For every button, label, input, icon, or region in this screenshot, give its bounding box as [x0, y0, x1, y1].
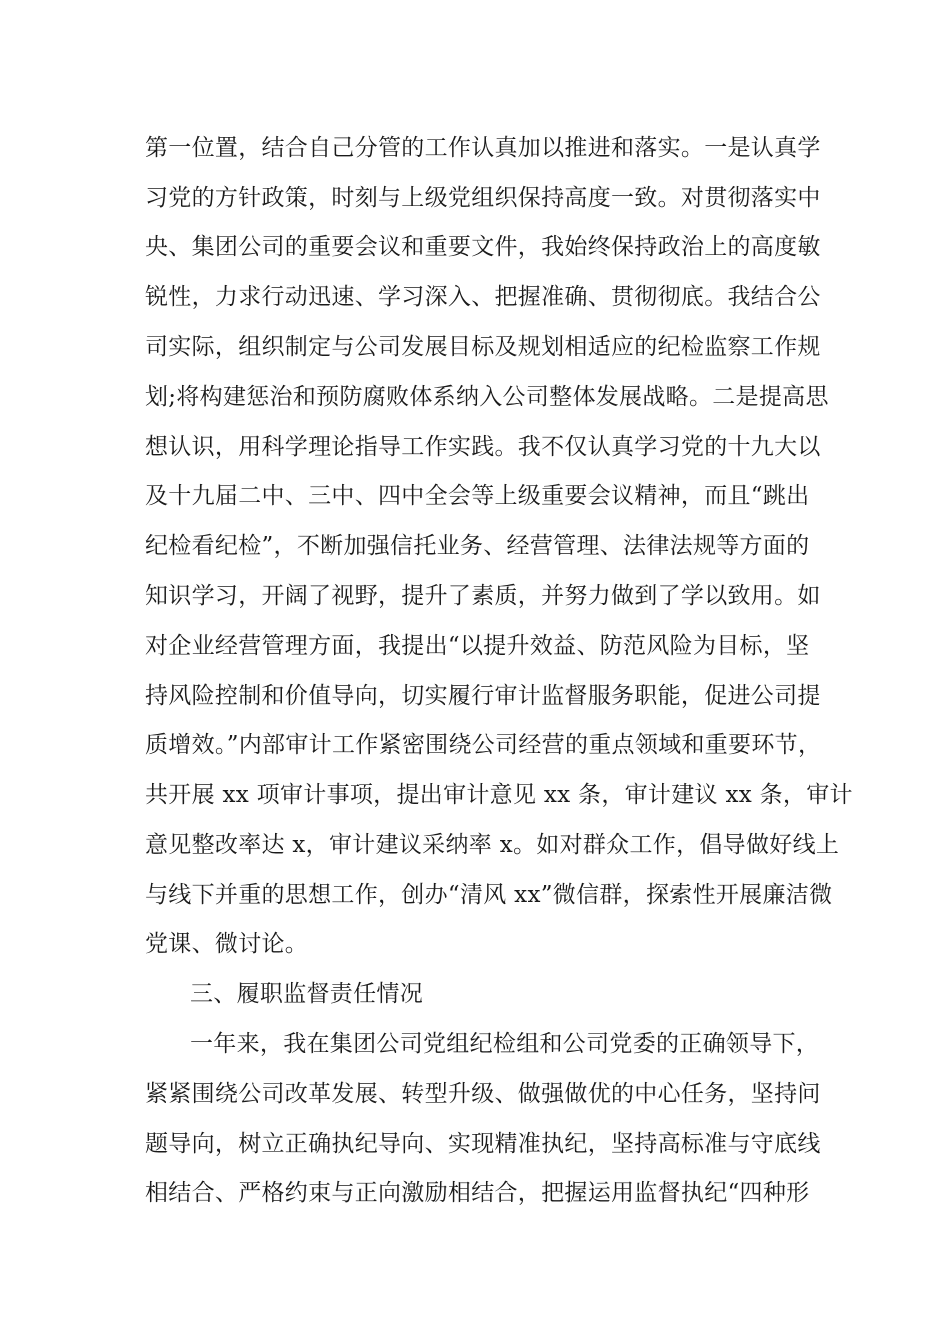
text-line: 第一位置，结合自己分管的工作认真加以推进和落实。一是认真学	[145, 135, 821, 161]
text-line: 相结合、严格约束与正向激励相结合，把握运用监督执纪“四种形	[145, 1180, 810, 1206]
text-line: 与线下并重的思想工作，创办“清风 xx”微信群，探索性开展廉洁微	[145, 882, 833, 908]
text-line: 想认识，用科学理论指导工作实践。我不仅认真学习党的十九大以	[145, 434, 821, 460]
text-line: 共开展 xx 项审计事项，提出审计意见 xx 条，审计建议 xx 条，审计	[145, 782, 853, 808]
text-line: 习党的方针政策，时刻与上级党组织保持高度一致。对贯彻落实中	[145, 185, 821, 211]
text-line: 持风险控制和价值导向，切实履行审计监督服务职能，促进公司提	[145, 683, 821, 709]
text-line: 党课、微讨论。	[145, 931, 309, 957]
text-line: 央、集团公司的重要会议和重要文件，我始终保持政治上的高度敏	[145, 234, 821, 260]
text-line: 及十九届二中、三中、四中全会等上级重要会议精神，而且“跳出	[145, 483, 810, 509]
text-line: 题导向，树立正确执纪导向、实现精准执纪，坚持高标准与守底线	[145, 1131, 821, 1157]
section-heading: 三、履职监督责任情况	[190, 981, 423, 1007]
text-line: 质增效。”内部审计工作紧密围绕公司经营的重点领域和重要环节，	[145, 732, 822, 758]
text-line: 知识学习，开阔了视野，提升了素质，并努力做到了学以致用。如	[145, 583, 821, 609]
text-line: 司实际，组织制定与公司发展目标及规划相适应的纪检监察工作规	[145, 334, 821, 360]
text-line: 锐性，力求行动迅速、学习深入、把握准确、贯彻彻底。我结合公	[145, 284, 821, 310]
text-line: 紧紧围绕公司改革发展、转型升级、做强做优的中心任务，坚持问	[145, 1081, 821, 1107]
text-line: 划;将构建惩治和预防腐败体系纳入公司整体发展战略。二是提高思	[145, 384, 829, 410]
text-line: 意见整改率达 x，审计建议采纳率 x。如对群众工作，倡导做好线上	[145, 832, 840, 858]
text-line: 对企业经营管理方面，我提出“以提升效益、防范风险为目标，坚	[145, 633, 810, 659]
text-line: 纪检看纪检”，不断加强信托业务、经营管理、法律法规等方面的	[145, 533, 810, 559]
paragraph-first-line: 一年来，我在集团公司党组纪检组和公司党委的正确领导下，	[190, 1031, 820, 1057]
